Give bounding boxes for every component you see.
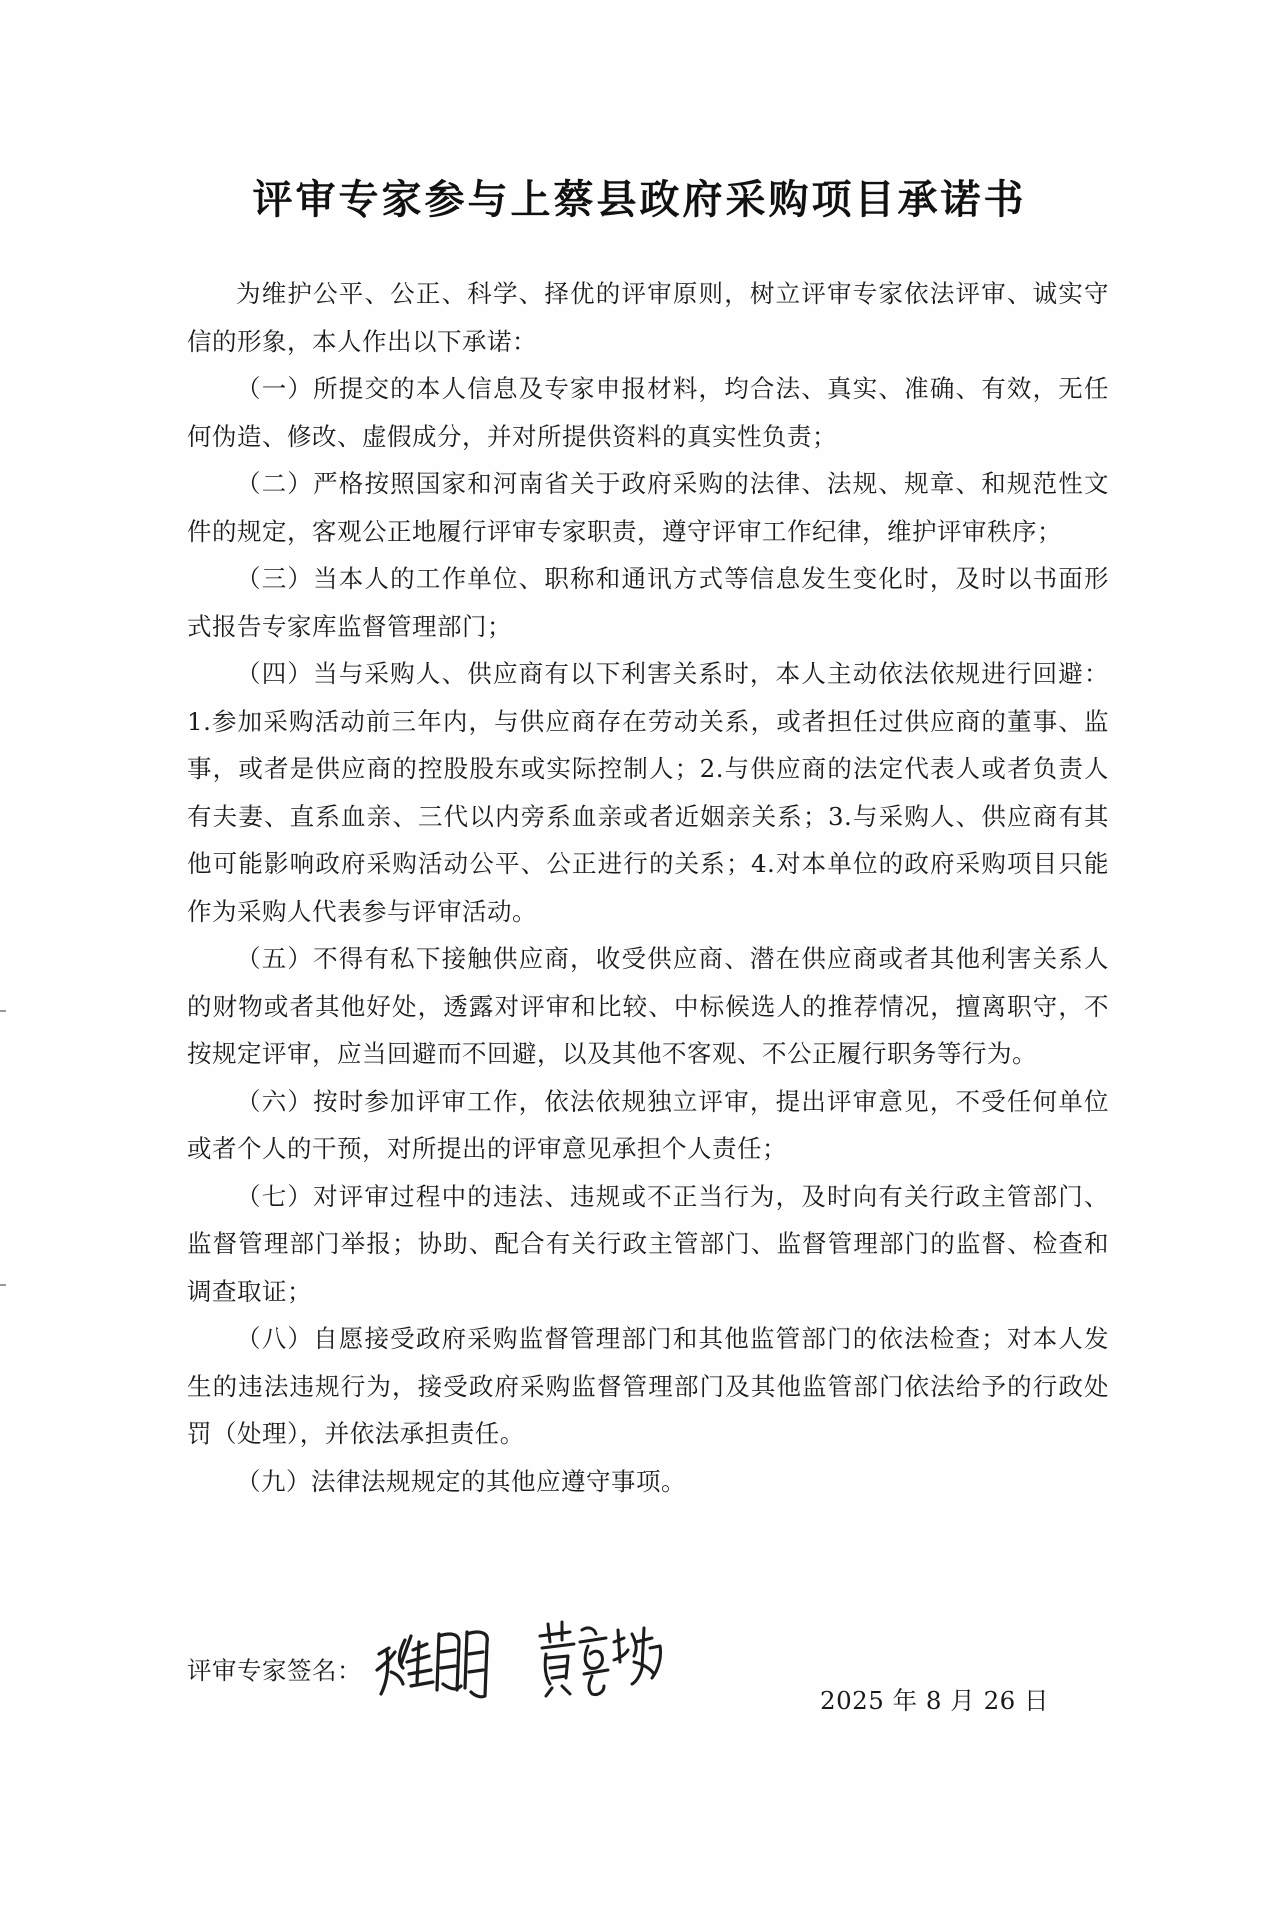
signature-row xyxy=(187,1612,887,1702)
intro-paragraph: 为维护公平、公正、科学、择优的评审原则，树立评审专家依法评审、诚实守信的形象，本人作出以下承诺： xyxy=(187,279,1109,356)
clause-5: （五）不得有私下接触供应商，收受供应商、潜在供应商或者其他利害关系人的财物或者其他好处，透露对评审和比较、中标候选人的推荐情况，擅离职守，不按规定评审，应当回避而不回避，以及其他不客观、不公正履行职务等行为。 xyxy=(187,944,1109,1068)
document-body xyxy=(187,270,1109,1505)
clause-2: （二）严格按照国家和河南省关于政府采购的法律、法规、规章、和规范性文件的规定，客观公正地履行评审专家职责，遵守评审工作纪律，维护评审秩序； xyxy=(187,469,1109,546)
signature-label: 评审专家签名： xyxy=(187,1656,362,1685)
clause-3: （三）当本人的工作单位、职称和通讯方式等信息发生变化时，及时以书面形式报告专家库监督管理部门； xyxy=(187,564,1109,641)
scan-edge-mark xyxy=(0,1010,6,1012)
signature-2 xyxy=(532,1612,672,1706)
clause-4: （四）当与采购人、供应商有以下利害关系时，本人主动依法依规进行回避：1.参加采购活动前三年内，与供应商存在劳动关系，或者担任过供应商的董事、监事，或者是供应商的控股股东或实际控制人；2.与供应商的法定代表人或者负责人有夫妻、直系血亲、三代以内旁系血亲或者近姻亲关系；3.与采购人、供应商有其他可能影响政府采购活动公平、公正进行的关系；4.对本单位的政府采购项目只能作为采购人代表参与评审活动。 xyxy=(187,659,1109,926)
document-title: 评审专家参与上蔡县政府采购项目承诺书 xyxy=(252,177,1027,223)
date: 2025 年 8 月 26 日 xyxy=(820,1686,1050,1715)
clause-7: （七）对评审过程中的违法、违规或不正当行为，及时向有关行政主管部门、监督管理部门举报；协助、配合有关行政主管部门、监督管理部门的监督、检查和调查取证； xyxy=(187,1181,1109,1306)
clause-9: （九）法律法规规定的其他应遵守事项。 xyxy=(236,1466,686,1496)
handwritten-signature-2 xyxy=(532,1612,672,1702)
clause-1: （一）所提交的本人信息及专家申报材料，均合法、真实、准确、有效，无任何伪造、修改、虚假成分，并对所提供资料的真实性负责； xyxy=(187,374,1109,451)
signature-1 xyxy=(367,1612,507,1706)
scan-edge-mark xyxy=(0,1284,6,1286)
clause-8: （八）自愿接受政府采购监督管理部门和其他监管部门的依法检查；对本人发生的违法违规行为，接受政府采购监督管理部门及其他监管部门依法给予的行政处罚（处理），并依法承担责任。 xyxy=(187,1324,1109,1448)
clause-6: （六）按时参加评审工作，依法依规独立评审，提出评审意见，不受任何单位或者个人的干预，对所提出的评审意见承担个人责任； xyxy=(187,1086,1109,1163)
handwritten-signature-1 xyxy=(367,1612,507,1702)
